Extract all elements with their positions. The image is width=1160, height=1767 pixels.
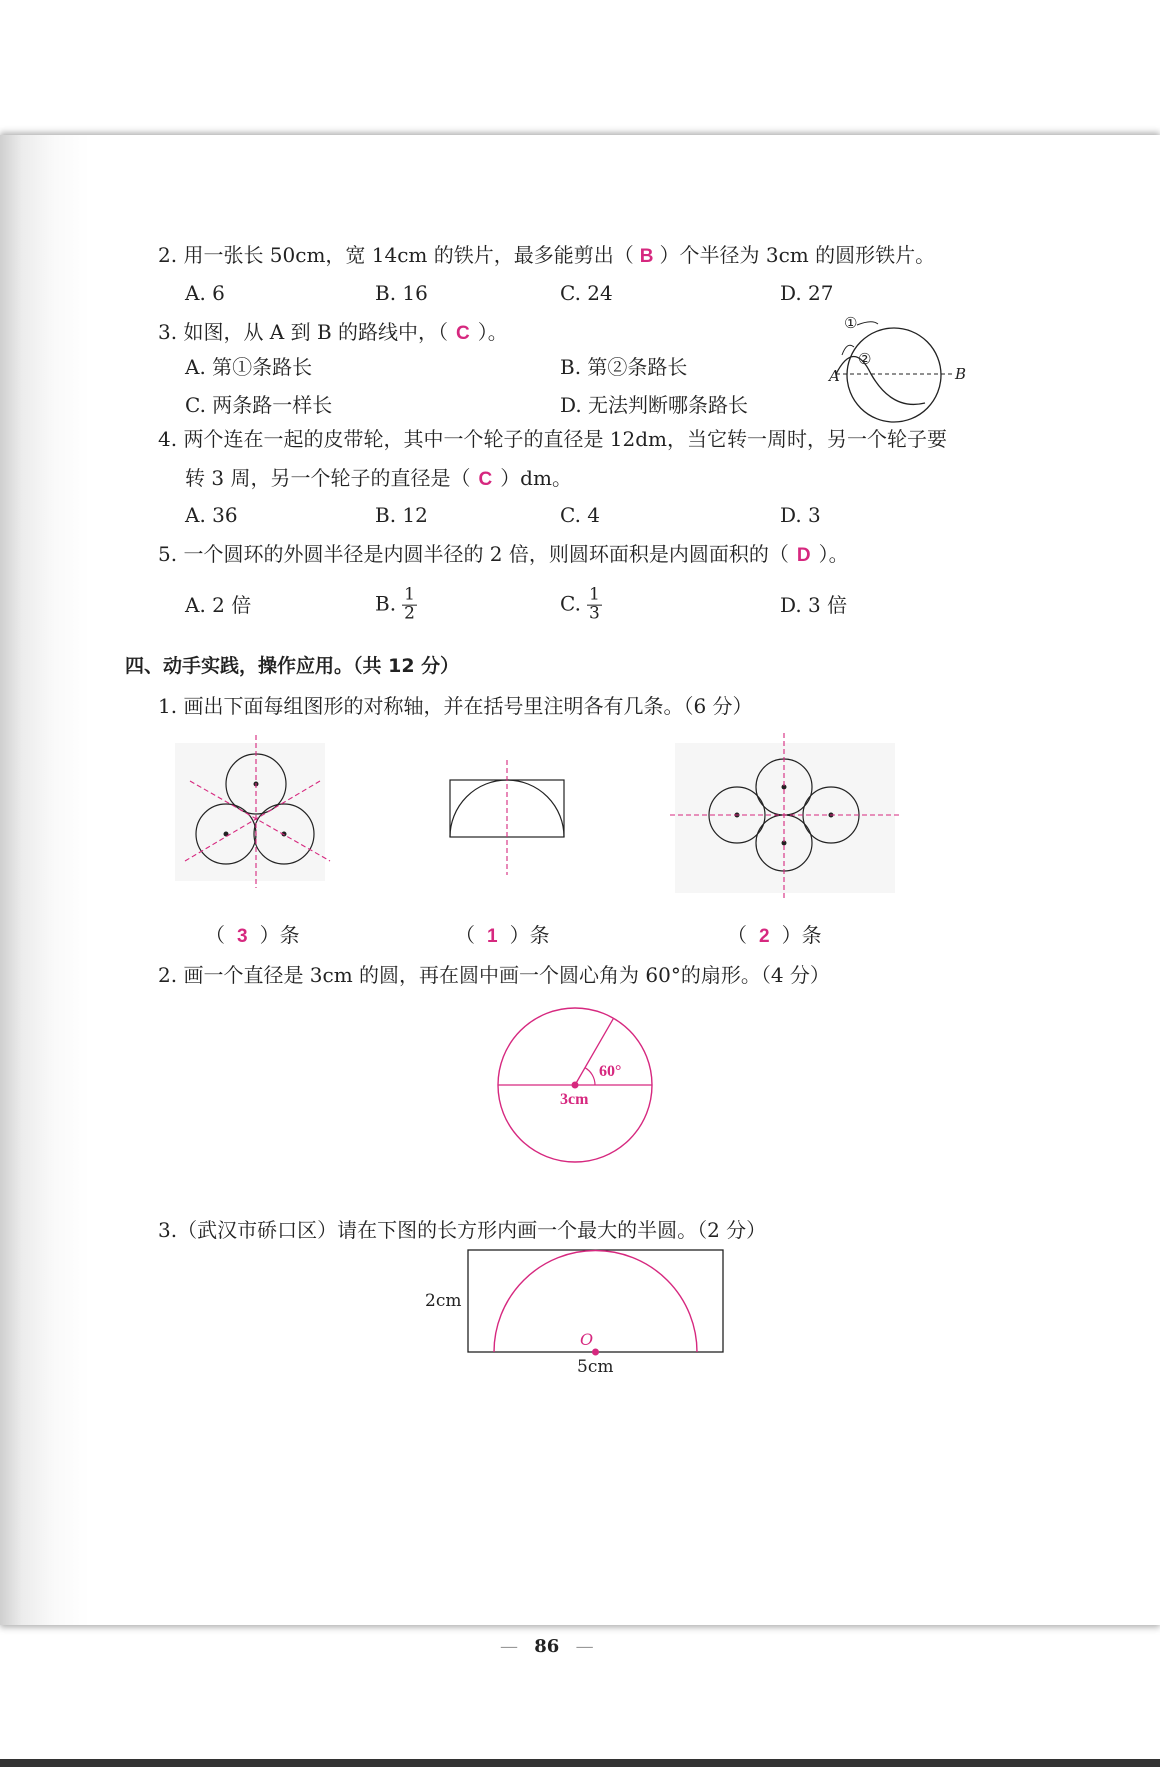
q5-option-d: D. 3 倍 xyxy=(780,593,848,617)
s4-q1-paren-open-1: （ xyxy=(205,923,225,947)
q4-line2-before: 转 3 周，另一个轮子的直径是（ xyxy=(185,466,471,490)
bottom-bar xyxy=(0,1759,1160,1767)
q2-stem-after: ）个半径为 3cm 的圆形铁片。 xyxy=(659,243,936,267)
page-number xyxy=(500,1636,594,1657)
q5-option-b-prefix: B. xyxy=(375,591,397,616)
s4-q3-height-label: 2cm xyxy=(425,1291,462,1311)
q4-option-d: D. 3 xyxy=(780,503,821,527)
q5-option-c-denominator: 3 xyxy=(588,603,600,624)
q3-stem-after: ）。 xyxy=(477,320,508,344)
q5-answer: D xyxy=(796,545,811,566)
q5-option-c-numerator: 1 xyxy=(588,584,600,605)
q3-stem-before: 3. 如图，从 A 到 B 的路线中，（ xyxy=(158,320,449,344)
s4-q1-answer-1 xyxy=(205,925,300,946)
q4-line2-after: ）dm。 xyxy=(500,466,572,490)
q3-route1-label: ① xyxy=(844,314,858,332)
s4-q1-answer-value-3: 2 xyxy=(759,926,770,947)
q2-option-b: B. 16 xyxy=(375,281,428,305)
q4-option-a: A. 36 xyxy=(185,503,238,527)
s4-q3-stem: 3.（武汉市硚口区）请在下图的长方形内画一个最大的半圆。（2 分） xyxy=(158,1218,767,1242)
q5-option-b-numerator: 1 xyxy=(404,584,415,605)
top-margin xyxy=(0,0,1160,135)
q2-option-c: C. 24 xyxy=(560,281,613,305)
q2-stem xyxy=(158,245,935,266)
s4-q1-paren-open-3: （ xyxy=(727,923,747,947)
page-number-dash-right: — xyxy=(575,1636,594,1657)
s4-q3-center-label: O xyxy=(580,1330,594,1349)
q4-line1: 4. 两个连在一起的皮带轮，其中一个轮子的直径是 12dm，当它转一周时，另一个轮子要 xyxy=(158,427,948,451)
q4-option-b: B. 12 xyxy=(375,503,428,527)
q3-route-figure xyxy=(820,315,980,425)
q4-answer: C xyxy=(478,469,493,490)
q3-point-b: B xyxy=(955,365,967,383)
s4-q2-diameter-label: 3cm xyxy=(560,1091,589,1108)
q2-option-d: D. 27 xyxy=(780,281,834,305)
s4-q3-center-dot xyxy=(592,1349,599,1356)
s4-q1-answer-value-1: 3 xyxy=(237,926,248,947)
q3-answer: C xyxy=(456,323,470,344)
page-number-value: 86 xyxy=(534,1636,560,1657)
q3-point-a: A xyxy=(829,367,840,385)
s4-q1-stem: 1. 画出下面每组图形的对称轴，并在括号里注明各有几条。（6 分） xyxy=(158,694,753,718)
s4-q1-answer-value-2: 1 xyxy=(487,926,498,947)
s4-q1-figure-four-circles xyxy=(665,733,905,903)
s4-q1-answer-3 xyxy=(727,925,822,946)
s4-q1-paren-close-1: ）条 xyxy=(259,923,300,947)
q3-route2-label: ② xyxy=(858,350,872,368)
q3-option-a: A. 第①条路长 xyxy=(185,355,313,379)
q3-arrow-route1 xyxy=(857,322,878,325)
s4-q2-angle-label: 60° xyxy=(599,1063,622,1080)
s4-q2-sector-figure xyxy=(490,1000,660,1170)
q5-option-b xyxy=(375,584,417,624)
s4-q1-paren-close-3: ）条 xyxy=(781,923,822,947)
q3-option-d: D. 无法判断哪条路长 xyxy=(560,393,749,417)
s4-q1-figure-three-circles xyxy=(180,733,340,893)
q4-line2 xyxy=(185,468,572,489)
q5-stem-before: 5. 一个圆环的外圆半径是内圆半径的 2 倍，则圆环面积是内圆面积的（ xyxy=(158,542,789,566)
s4-q3-rectangle xyxy=(468,1250,723,1352)
q3-option-b: B. 第②条路长 xyxy=(560,355,688,379)
s4-q2-stem: 2. 画一个直径是 3cm 的圆，再在圆中画一个圆心角为 60°的扇形。（4 分） xyxy=(158,963,830,987)
section4-title: 四、动手实践，操作应用。（共 12 分） xyxy=(125,655,460,677)
q5-option-b-fraction xyxy=(402,584,417,624)
q3-option-c: C. 两条路一样长 xyxy=(185,393,333,417)
q5-option-c-prefix: C. xyxy=(560,591,581,616)
s4-q2-center-dot xyxy=(572,1082,579,1089)
q2-option-a: A. 6 xyxy=(185,281,225,305)
q5-stem-after: ）。 xyxy=(818,542,849,566)
q4-option-c: C. 4 xyxy=(560,503,601,527)
s4-q3-semicircle xyxy=(494,1251,697,1353)
s4-q1-answer-2 xyxy=(455,925,550,946)
s4-q1-paren-open-2: （ xyxy=(455,923,475,947)
q5-option-b-denominator: 2 xyxy=(404,603,415,624)
q3-stem xyxy=(158,322,508,343)
s4-q3-width-label: 5cm xyxy=(577,1357,614,1377)
q3-route2-path xyxy=(836,357,925,405)
s4-q1-figure-semicircle-rect xyxy=(440,760,580,890)
q5-option-c xyxy=(560,584,602,624)
q2-answer: B xyxy=(639,246,654,267)
q2-stem-before: 2. 用一张长 50cm，宽 14cm 的铁片，最多能剪出（ xyxy=(158,243,634,267)
workbook-page xyxy=(0,135,1160,1657)
s4-q1-fig1-shade xyxy=(175,743,325,881)
s4-q2-angle-arc xyxy=(585,1068,595,1085)
s4-q1-paren-close-2: ）条 xyxy=(509,923,550,947)
q5-option-c-fraction xyxy=(587,584,602,624)
s4-q3-rectangle-figure xyxy=(420,1245,740,1385)
page-number-dash-left: — xyxy=(500,1636,518,1657)
q3-big-circle xyxy=(847,328,941,422)
q5-stem xyxy=(158,544,849,565)
q5-option-a: A. 2 倍 xyxy=(185,593,252,617)
